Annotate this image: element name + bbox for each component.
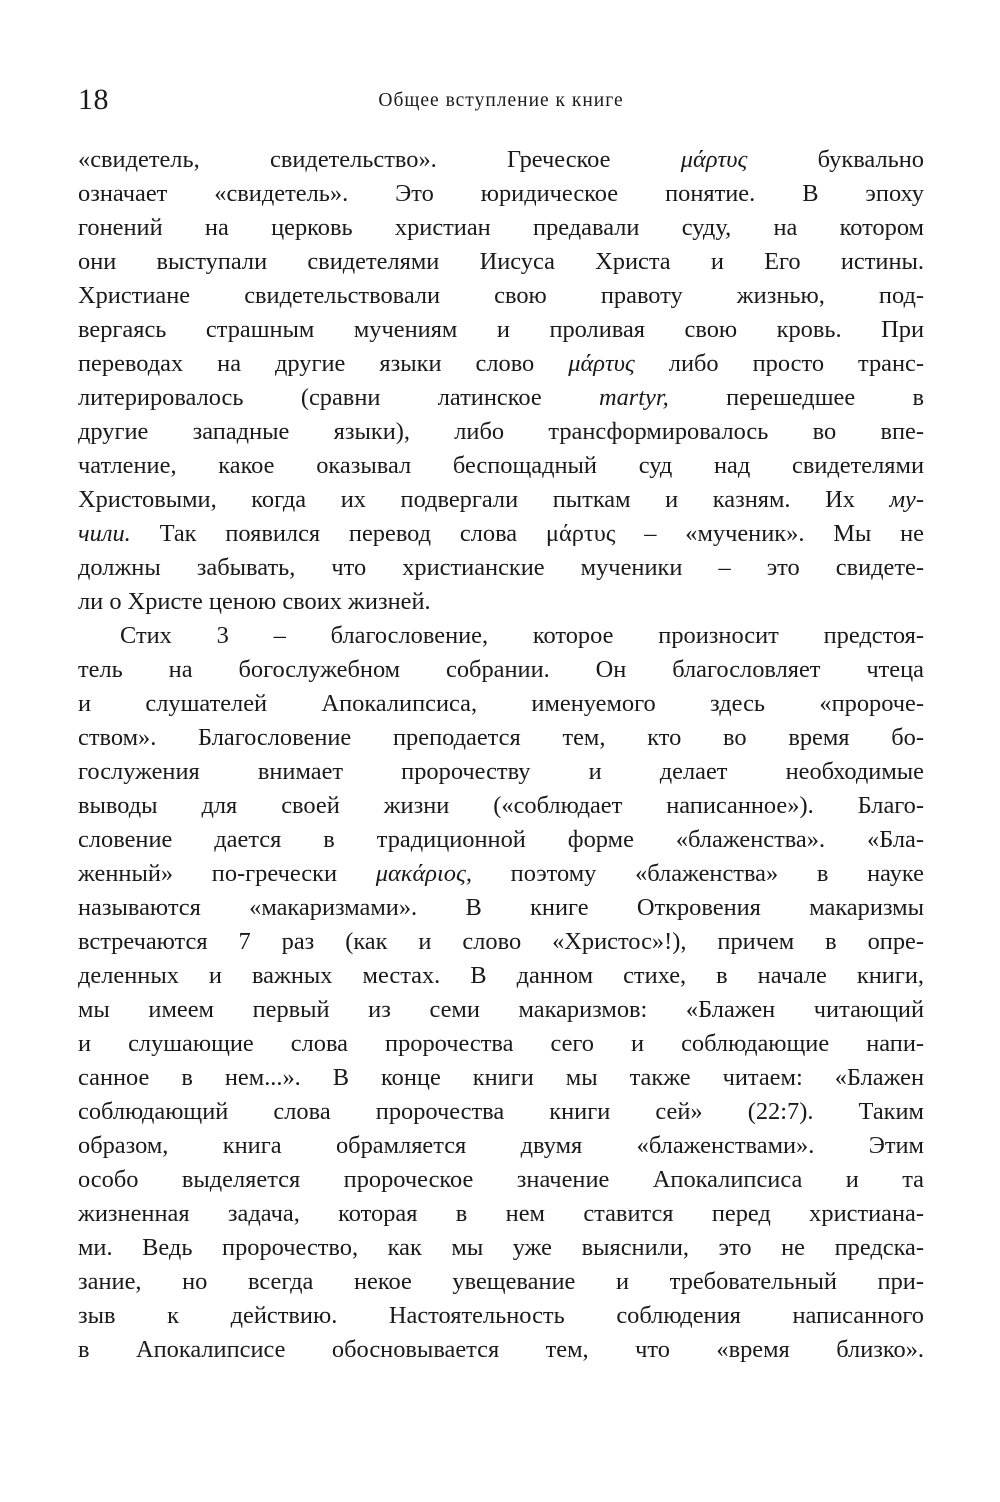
text-segment: буквально bbox=[747, 146, 924, 173]
text-line bbox=[78, 721, 924, 755]
text-segment: переводах на другие языки слово bbox=[78, 350, 569, 377]
text-segment: гонений на церковь христиан предавали суду, на котором bbox=[78, 214, 924, 241]
text-segment: должны забывать, что христианские мученики – это свидете- bbox=[78, 554, 924, 581]
text-line bbox=[78, 925, 924, 959]
text-segment: Христовыми, когда их подвергали пыткам и казням. Их bbox=[78, 486, 890, 513]
text-line bbox=[78, 381, 924, 415]
text-segment: образом, книга обрамляется двумя «блаженствами». Этим bbox=[78, 1132, 924, 1159]
text-line bbox=[78, 177, 924, 211]
italic-text: μάρτυς bbox=[568, 350, 635, 377]
text-line bbox=[78, 1061, 924, 1095]
text-line bbox=[78, 687, 924, 721]
text-segment: деленных и важных местах. В данном стихе, в начале книги, bbox=[78, 962, 924, 989]
text-segment: и слушателей Апокалипсиса, именуемого здесь «пророче- bbox=[78, 690, 924, 717]
text-line bbox=[78, 1299, 924, 1333]
text-segment: Так появился перевод слова μάρτυς – «мученик». Мы не bbox=[130, 520, 924, 547]
text-segment: мы имеем первый из семи макаризмов: «Блажен читающий bbox=[78, 996, 924, 1023]
text-line bbox=[78, 755, 924, 789]
text-line bbox=[78, 823, 924, 857]
text-line bbox=[78, 993, 924, 1027]
text-line bbox=[78, 789, 924, 823]
italic-text: μάρτυς bbox=[680, 146, 748, 173]
text-line bbox=[78, 1333, 924, 1367]
text-line bbox=[78, 619, 924, 653]
body-text bbox=[78, 143, 924, 1367]
text-segment: поэтому «блаженства» в науке bbox=[471, 860, 924, 887]
italic-text: чили. bbox=[78, 520, 131, 547]
text-segment: Стих 3 – благословение, которое произносит предстоя- bbox=[120, 622, 924, 649]
text-line bbox=[78, 347, 924, 381]
text-line bbox=[78, 1129, 924, 1163]
text-segment: другие западные языки), либо трансформировалось во впе- bbox=[78, 418, 924, 445]
page-header bbox=[78, 82, 924, 118]
text-segment: зание, но всегда некое увещевание и требовательный при- bbox=[78, 1268, 924, 1295]
text-line bbox=[78, 585, 924, 619]
text-segment: ством». Благословение преподается тем, кто во время бо- bbox=[78, 724, 924, 751]
text-line bbox=[78, 279, 924, 313]
italic-text: μακάριος, bbox=[375, 860, 472, 887]
text-line bbox=[78, 1027, 924, 1061]
text-segment: перешедшее в bbox=[668, 384, 924, 411]
text-segment: жизненная задача, которая в нем ставится перед христиана- bbox=[78, 1200, 924, 1227]
text-line bbox=[78, 483, 924, 517]
text-segment: гослужения внимает пророчеству и делает необходимые bbox=[78, 758, 924, 785]
italic-text: martyr, bbox=[598, 384, 669, 411]
text-segment: в Апокалипсисе обосновывается тем, что «время близко». bbox=[78, 1336, 924, 1363]
text-line bbox=[78, 1095, 924, 1129]
text-line bbox=[78, 857, 924, 891]
text-segment: либо просто транс- bbox=[634, 350, 924, 377]
text-segment: соблюдающий слова пророчества книги сей» (22:7). Таким bbox=[78, 1098, 924, 1125]
text-line bbox=[78, 891, 924, 925]
text-line bbox=[78, 449, 924, 483]
text-segment: вергаясь страшным мучениям и проливая свою кровь. При bbox=[78, 316, 924, 343]
text-line bbox=[78, 211, 924, 245]
text-line bbox=[78, 245, 924, 279]
text-line bbox=[78, 959, 924, 993]
text-segment: они выступали свидетелями Иисуса Христа и Его истины. bbox=[78, 248, 924, 275]
text-segment: встречаются 7 раз (как и слово «Христос»!), причем в опре- bbox=[78, 928, 924, 955]
italic-text: му- bbox=[889, 486, 924, 513]
text-line bbox=[78, 415, 924, 449]
text-segment: зыв к действию. Настоятельность соблюдения написанного bbox=[78, 1302, 924, 1329]
text-segment: «свидетель, свидетельство». Греческое bbox=[78, 146, 681, 173]
page-number: 18 bbox=[78, 83, 109, 116]
text-segment: означает «свидетель». Это юридическое понятие. В эпоху bbox=[78, 180, 924, 207]
text-segment: словение дается в традиционной форме «блаженства». «Бла- bbox=[78, 826, 924, 853]
text-segment: ли о Христе ценою своих жизней. bbox=[78, 588, 431, 615]
text-segment: Христиане свидетельствовали свою правоту жизнью, под- bbox=[78, 282, 924, 309]
text-line bbox=[78, 1265, 924, 1299]
text-segment: тель на богослужебном собрании. Он благословляет чтеца bbox=[78, 656, 924, 683]
text-segment: и слушающие слова пророчества сего и соблюдающие напи- bbox=[78, 1030, 924, 1057]
text-segment: женный» по-гречески bbox=[78, 860, 376, 887]
text-line bbox=[78, 1197, 924, 1231]
text-segment: выводы для своей жизни («соблюдает написанное»). Благо- bbox=[78, 792, 924, 819]
text-line bbox=[78, 143, 924, 177]
text-segment: чатление, какое оказывал беспощадный суд над свидетелями bbox=[78, 452, 924, 479]
text-line bbox=[78, 1231, 924, 1265]
text-line bbox=[78, 1163, 924, 1197]
text-line bbox=[78, 551, 924, 585]
running-title: Общее вступление к книге bbox=[378, 90, 624, 111]
text-line bbox=[78, 313, 924, 347]
text-segment: особо выделяется пророческое значение Апокалипсиса и та bbox=[78, 1166, 924, 1193]
text-segment: литерировалось (сравни латинское bbox=[78, 384, 599, 411]
text-line bbox=[78, 653, 924, 687]
text-line bbox=[78, 517, 924, 551]
text-segment: санное в нем...». В конце книги мы также читаем: «Блажен bbox=[78, 1064, 924, 1091]
text-segment: ми. Ведь пророчество, как мы уже выяснили, это не предска- bbox=[78, 1234, 924, 1261]
text-segment: называются «макаризмами». В книге Откровения макаризмы bbox=[78, 894, 924, 921]
